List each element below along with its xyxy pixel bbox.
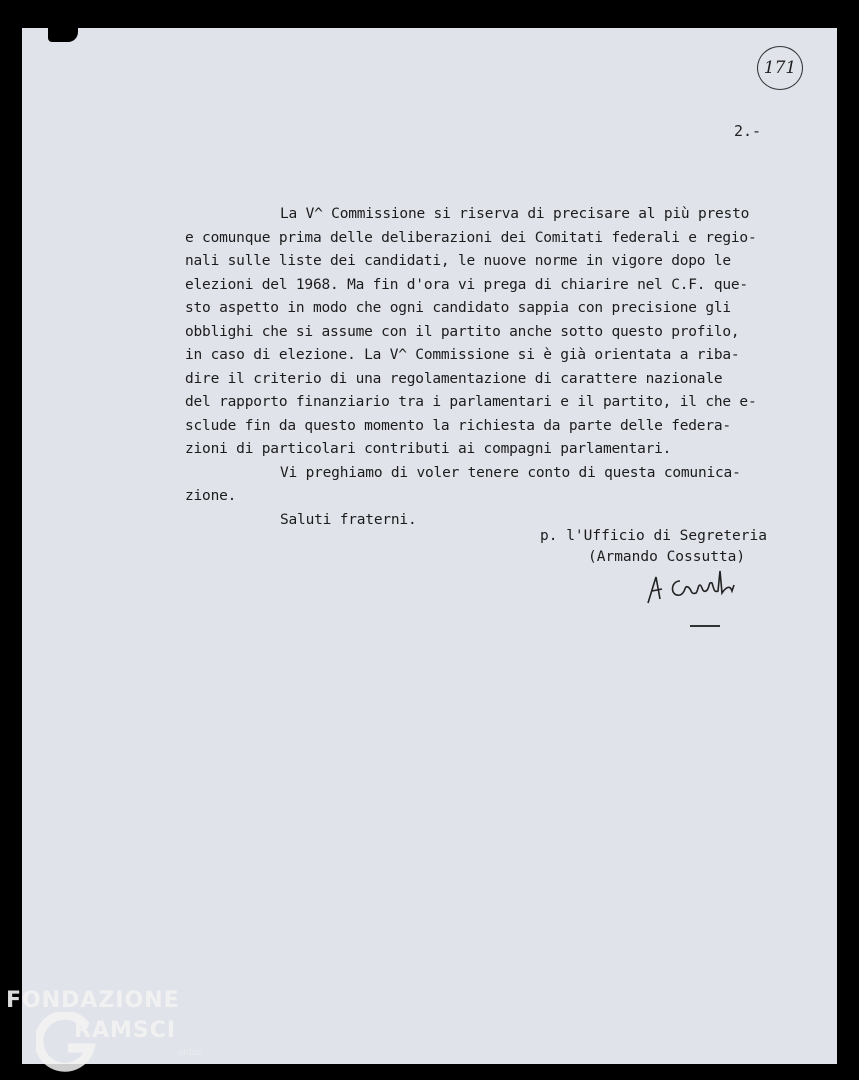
text-line: La V^ Commissione si riserva di precisare al più presto xyxy=(280,206,750,222)
text-line: dire il criterio di una regolamentazione di carattere nazionale xyxy=(185,370,723,387)
archive-stamp xyxy=(757,46,803,90)
text-line: nali sulle liste dei candidati, le nuove norme in vigore dopo le xyxy=(185,253,731,269)
text-line: obblighi che si assume con il partito anche sotto questo profilo, xyxy=(185,323,740,340)
logo-line-2: RAMSCI xyxy=(74,1018,177,1043)
letter-body xyxy=(185,203,805,532)
text-line: e comunque prima delle deliberazioni dei Comitati federali e regio- xyxy=(185,229,757,246)
logo-line-1: FONDAZIONE xyxy=(6,988,180,1013)
archive-stamp-number: 171 xyxy=(763,58,797,78)
text-line: in caso di elezione. La V^ Commissione si è già orientata a riba- xyxy=(185,347,740,363)
text-line: sto aspetto in modo che ogni candidato sappia con precisione gli xyxy=(185,300,731,316)
ink-smudge xyxy=(48,28,78,42)
fondazione-gramsci-logo xyxy=(6,988,216,1078)
text-line: zione. xyxy=(185,488,237,504)
text-line: elezioni del 1968. Ma fin d'ora vi prega di chiarire nel C.F. que- xyxy=(185,276,748,293)
logo-line-3: onlus xyxy=(178,1048,203,1058)
text-line: Vi preghiamo di voler tenere conto di questa comunica- xyxy=(280,464,741,481)
text-line: zioni di particolari contributi ai compagni parlamentari. xyxy=(185,441,672,457)
handwritten-signature xyxy=(640,555,760,615)
signatory-office: p. l'Ufficio di Segreteria xyxy=(540,528,767,544)
page-number: 2.- xyxy=(734,122,762,140)
signatory-name: (Armando Cossutta) xyxy=(588,549,746,565)
signature-underline xyxy=(690,625,720,627)
text-line: del rapporto finanziario tra i parlamentari e il partito, il che e- xyxy=(185,394,757,410)
text-line: Saluti fraterni. xyxy=(280,511,417,528)
paragraph-1 xyxy=(185,203,805,462)
text-line: sclude fin da questo momento la richiesta da parte delle federa- xyxy=(185,417,731,434)
paragraph-2 xyxy=(185,462,805,509)
